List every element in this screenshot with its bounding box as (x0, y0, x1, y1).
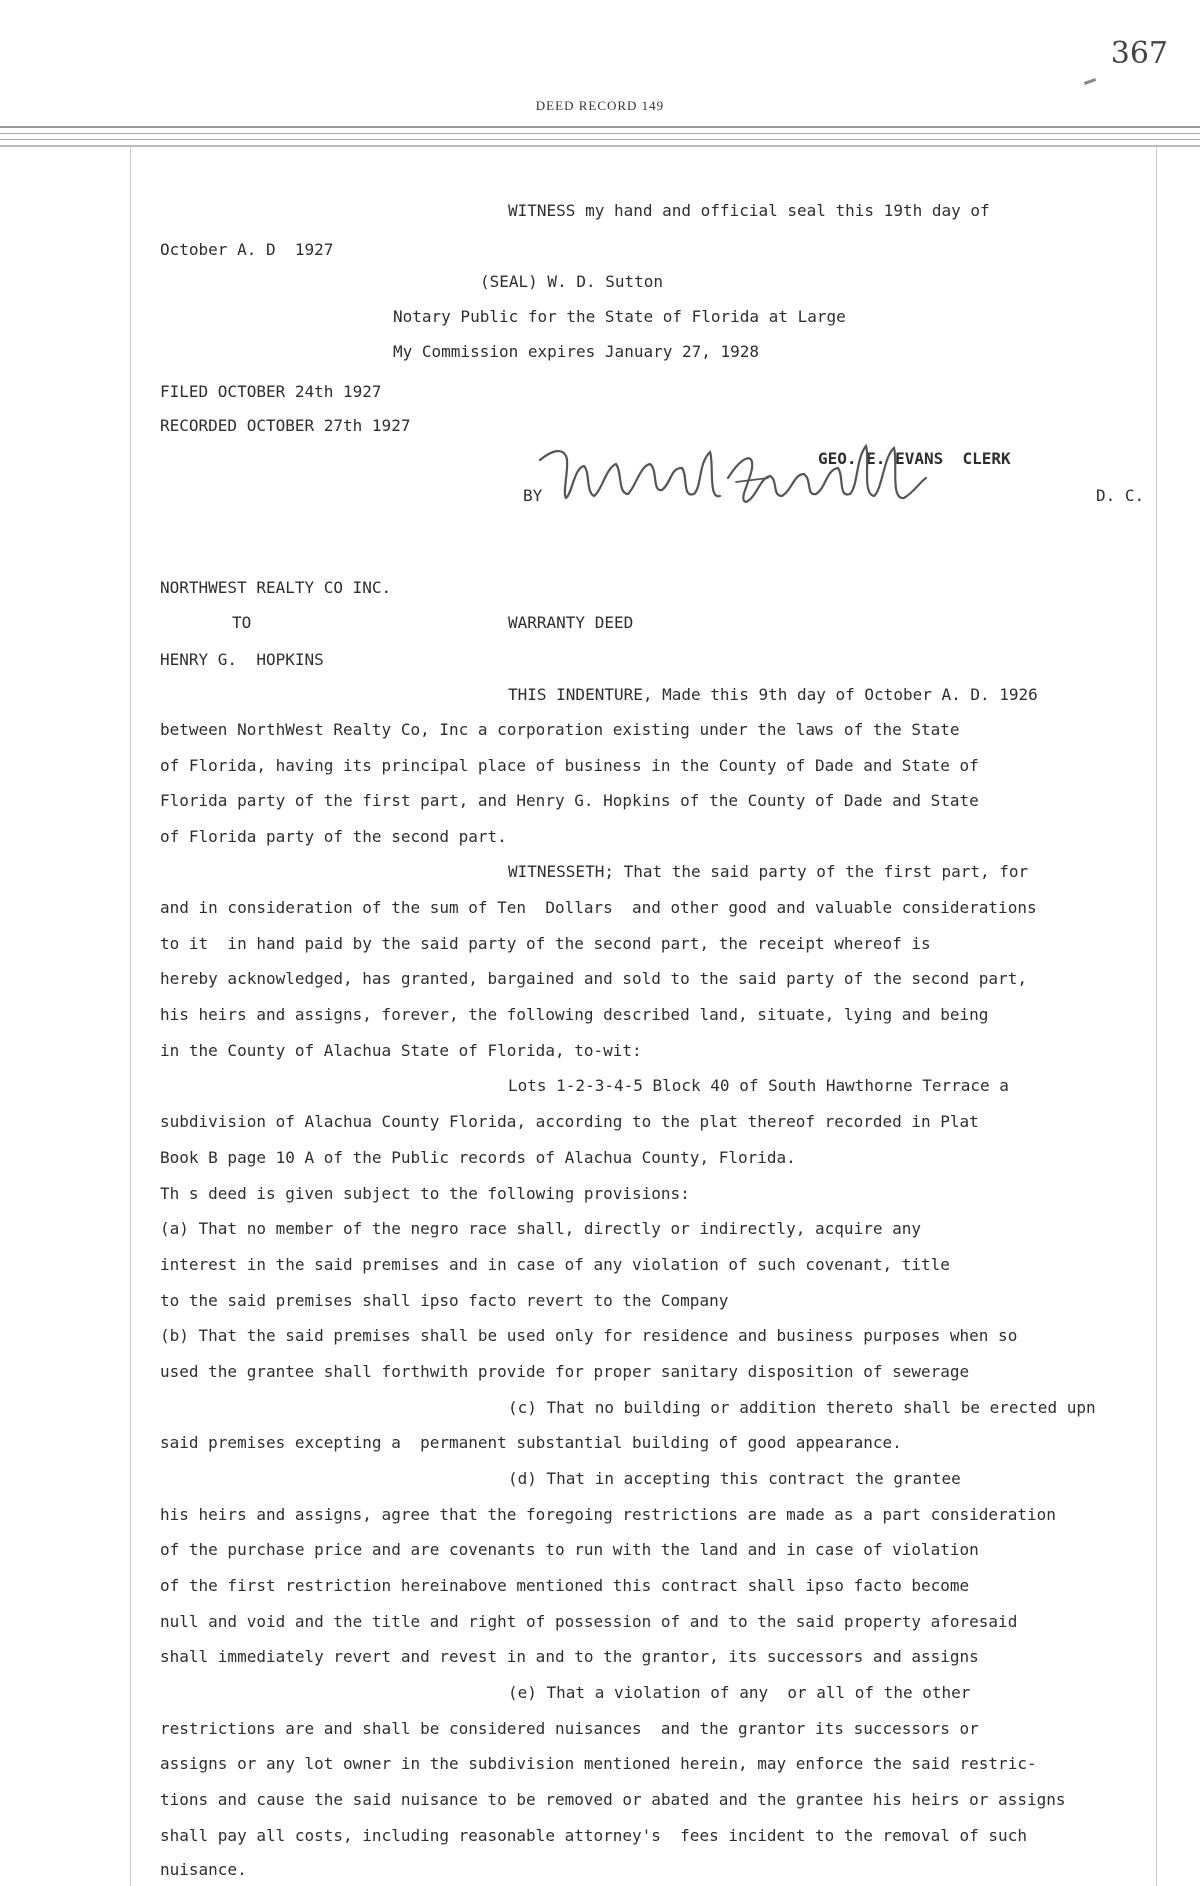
body-line: of the purchase price and are covenants to run with the land and in case of violation (160, 1540, 979, 1559)
header-rule (0, 133, 1200, 134)
body-line: in the County of Alachua State of Florida, to-wit: (160, 1041, 642, 1060)
grantor-name: NORTHWEST REALTY CO INC. (160, 578, 392, 597)
body-line: interest in the said premises and in case of any violation of such covenant, title (160, 1255, 950, 1274)
provision-e: (e) That a violation of any or all of the other (508, 1683, 971, 1702)
body-line: null and void and the title and right of possession of and to the said property aforesaid (160, 1612, 1018, 1631)
body-line: between NorthWest Realty Co, Inc a corporation existing under the laws of the State (160, 720, 960, 739)
body-line: said premises excepting a permanent substantial building of good appearance. (160, 1433, 902, 1452)
body-line: hereby acknowledged, has granted, bargained and sold to the said party of the second part, (160, 969, 1027, 988)
by-label: BY (523, 486, 543, 505)
header-rule (0, 139, 1200, 140)
body-line: used the grantee shall forthwith provide for proper sanitary disposition of sewerage (160, 1362, 970, 1381)
body-line: Book B page 10 A of the Public records of Alachua County, Florida. (160, 1148, 796, 1167)
date-line: October A. D 1927 (160, 240, 334, 259)
body-line: restrictions are and shall be considered nuisances and the grantor its successors or (160, 1719, 979, 1738)
body-line: his heirs and assigns, agree that the foregoing restrictions are made as a part consideration (160, 1505, 1056, 1524)
body-line: assigns or any lot owner in the subdivision mentioned herein, may enforce the said restric- (160, 1754, 1037, 1773)
page-number: 367 (1110, 36, 1168, 71)
provision-d: (d) That in accepting this contract the grantee (508, 1469, 961, 1488)
legal-description: Lots 1-2-3-4-5 Block 40 of South Hawthorne Terrace a (508, 1076, 1009, 1095)
body-line: subdivision of Alachua County Florida, according to the plat thereof recorded in Plat (160, 1112, 979, 1131)
commission-expiry: My Commission expires January 27, 1928 (393, 342, 760, 361)
clerk-name: GEO. E. EVANS CLERK (818, 449, 1011, 468)
body-line: tions and cause the said nuisance to be removed or abated and the grantee his heirs or assigns (160, 1790, 1066, 1809)
body-line: shall immediately revert and revest in and to the grantor, its successors and assigns (160, 1647, 979, 1666)
notary-seal-name: (SEAL) W. D. Sutton (480, 272, 664, 291)
provision-b: (b) That the said premises shall be used only for residence and business purposes when so (160, 1326, 1018, 1345)
body-line: to the said premises shall ipso facto revert to the Company (160, 1291, 729, 1310)
deputy-clerk-label: D. C. (1096, 486, 1145, 505)
right-margin-line (1156, 147, 1157, 1886)
body-line: his heirs and assigns, forever, the following described land, situate, lying and being (160, 1005, 989, 1024)
body-line: of the first restriction hereinabove mentioned this contract shall ipso facto become (160, 1576, 970, 1595)
grantee-name: HENRY G. HOPKINS (160, 650, 324, 669)
body-line: nuisance. (160, 1860, 247, 1879)
provision-a: (a) That no member of the negro race shall, directly or indirectly, acquire any (160, 1219, 921, 1238)
body-line: of Florida party of the second part. (160, 827, 507, 846)
deed-type: WARRANTY DEED (508, 613, 634, 632)
provisions-intro: Th s deed is given subject to the following provisions: (160, 1184, 690, 1203)
body-line: and in consideration of the sum of Ten Dollars and other good and valuable considerations (160, 898, 1037, 917)
witnesseth-line: WITNESSETH; That the said party of the first part, for (508, 862, 1029, 881)
notary-title: Notary Public for the State of Florida at Large (393, 307, 846, 326)
recorded-date: RECORDED OCTOBER 27th 1927 (160, 416, 411, 435)
body-line: of Florida, having its principal place of business in the County of Dade and State of (160, 756, 979, 775)
left-margin-line (130, 147, 131, 1886)
filed-date: FILED OCTOBER 24th 1927 (160, 382, 382, 401)
header-rule (0, 145, 1200, 147)
body-line: shall pay all costs, including reasonable attorney's fees incident to the removal of such (160, 1826, 1027, 1845)
book-header: DEED RECORD 149 (535, 98, 665, 113)
to-label: TO (232, 613, 252, 632)
body-line: Florida party of the first part, and Henry G. Hopkins of the County of Dade and State (160, 791, 979, 810)
witness-line: WITNESS my hand and official seal this 19th day of (508, 201, 990, 220)
indenture-line: THIS INDENTURE, Made this 9th day of October A. D. 1926 (508, 685, 1038, 704)
pencil-mark (1084, 78, 1096, 85)
header-rule (0, 126, 1200, 128)
provision-c: (c) That no building or addition thereto shall be erected upn (508, 1398, 1096, 1417)
body-line: to it in hand paid by the said party of the second part, the receipt whereof is (160, 934, 931, 953)
deputy-clerk-signature (532, 438, 932, 518)
